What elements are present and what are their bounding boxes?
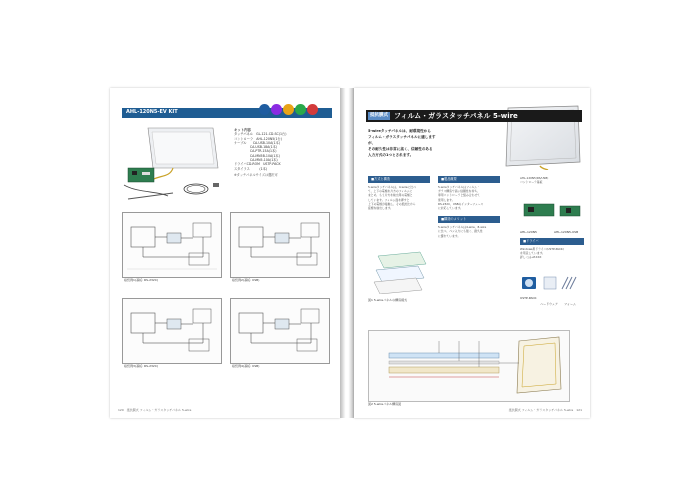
body-line: 専用コントローラと組み合わせて [438,193,480,198]
body-line: しています。フィルム面を押すと [368,197,410,202]
spec-row: CA-PTR-15A(1本) [234,149,277,154]
section-title-bar [366,110,582,122]
section-heading: ■ドライバ [520,238,584,245]
body-line: まとめ、もう片方を検出用の電極と [368,193,413,198]
left-page [110,88,340,418]
connection-diagram [122,212,222,278]
text-column [520,176,584,184]
text-column [438,176,500,238]
spread-gutter [340,88,354,418]
badge-icon [259,104,270,115]
text-column [368,176,430,210]
body-line: コントローラ基板 [520,180,543,185]
body-line: Windows用ドライバ(USTP-PACK) [520,247,564,251]
spec-row: ケーブル CA-USB-10A(1本) [234,140,280,145]
spec-row: ドライバCD-ROM USTP-PACK [234,162,281,167]
spec-row: タッチパネル GL-121-CD-SC(1台) [234,132,287,137]
body-line: 上下の電極が接触し、その抵抗比から [368,201,416,206]
page-folio: 抵抗膜式 フィルム・ガラスタッチパネル 5-wire 121 [508,408,582,412]
spec-row: CA-USB-18A(1本) [234,145,278,150]
connection-diagram [230,298,330,364]
badge-icon [283,104,294,115]
body-line: 詳しくは→P.XXX [520,255,542,260]
driver-label: ハードウェア [540,302,558,306]
driver-package-icons [518,273,580,295]
spec-row: CA-MN5-10A(1本) [234,158,278,163]
spec-note: ※タッチパネルサイズは選択可 [234,172,278,177]
spec-row: CA-MN5B-10A(1本) [234,153,280,158]
diagram-caption: 接続例3(基板: RS-232C) [124,364,159,368]
section-heading: ■製品概要 [438,176,500,183]
badge-icon [295,104,306,115]
intro-text [368,128,438,158]
driver-label: フォーム [564,302,576,306]
body-line: 座標を検出します。 [368,206,393,211]
magazine-spread [100,88,600,418]
section-heading: ■構造のメリット [438,216,500,223]
body-line: 5-wireタッチパネルはフィルム・ [438,185,480,189]
title-tag: 抵抗膜式 [370,113,388,118]
body-line: を用意しています。 [520,251,545,256]
body-line: ガラス構造で高い信頼性を持ち、 [438,189,480,194]
diagram-caption: 接続例4(基板: USB) [232,364,260,368]
spec-row: コントローラ AHL-120N5(1台) [234,136,282,141]
page-title: フィルム・ガラスタッチパネル 5-wire [394,112,518,120]
body-line: 使用します。 [438,197,455,202]
body-line: て、上下の電極を片方のフィルムに [368,189,413,194]
feature-badges [258,104,318,123]
intro-line: フィルム・ガラスタッチパネルに適しますが、 [368,135,436,145]
figure-caption: 図2 5-wireパネル構造図 [368,402,402,406]
diagram-caption: 接続例1(基板: RS-232C) [124,278,159,282]
body-line: に対応しています。 [438,206,463,211]
connection-diagram [230,212,330,278]
connection-diagram [122,298,222,364]
intro-line: 5-wireタッチパネルは、耐環境性から [368,129,431,133]
badge-icon [271,104,282,115]
board-label: AHL-120N5-USB [554,230,579,234]
spec-title: キット内容 [234,128,251,132]
body-line: に比べ、ペン入力にも強く、耐久性 [438,229,483,234]
controller-boards-photo [522,200,584,228]
board-label: AHL-120N5 [520,230,537,234]
intro-line: 入力方式の1つとされます。 [368,153,414,157]
badge-icon [307,104,318,115]
driver-label: USTP-PACK [520,296,537,300]
kit-spec-list [234,128,334,177]
body-line: AHL-120N5(RS/USB) [520,176,549,180]
structure-figure [368,330,570,402]
intro-line: その耐久性は非常に高く、信頼性のある [368,147,433,151]
text-column [520,238,584,260]
figure-caption: 図1 5-wireパネルの構造模式 [368,298,408,302]
film-layer-figure [368,248,430,294]
kit-header-title: AHL-120N5-EV KIT [126,109,178,115]
kit-product-photo [118,123,228,203]
section-heading: ■方式と構造 [368,176,430,183]
body-line: 5-wireタッチパネルは4-wire、8-wire [438,225,487,230]
diagram-caption: 接続例2(基板: USB) [232,278,260,282]
body-line: に優れています。 [438,233,461,238]
body-line: RS-232C、USBのインターフェース [438,201,484,206]
page-folio: 120 抵抗膜式 フィルム・ガラスタッチパネル 5-wire [118,408,192,412]
right-page [354,88,590,418]
body-line: 5-wireタッチパネルは、4-wireに比べ [368,185,416,189]
spec-row: スタイラス (1本) [234,166,268,171]
